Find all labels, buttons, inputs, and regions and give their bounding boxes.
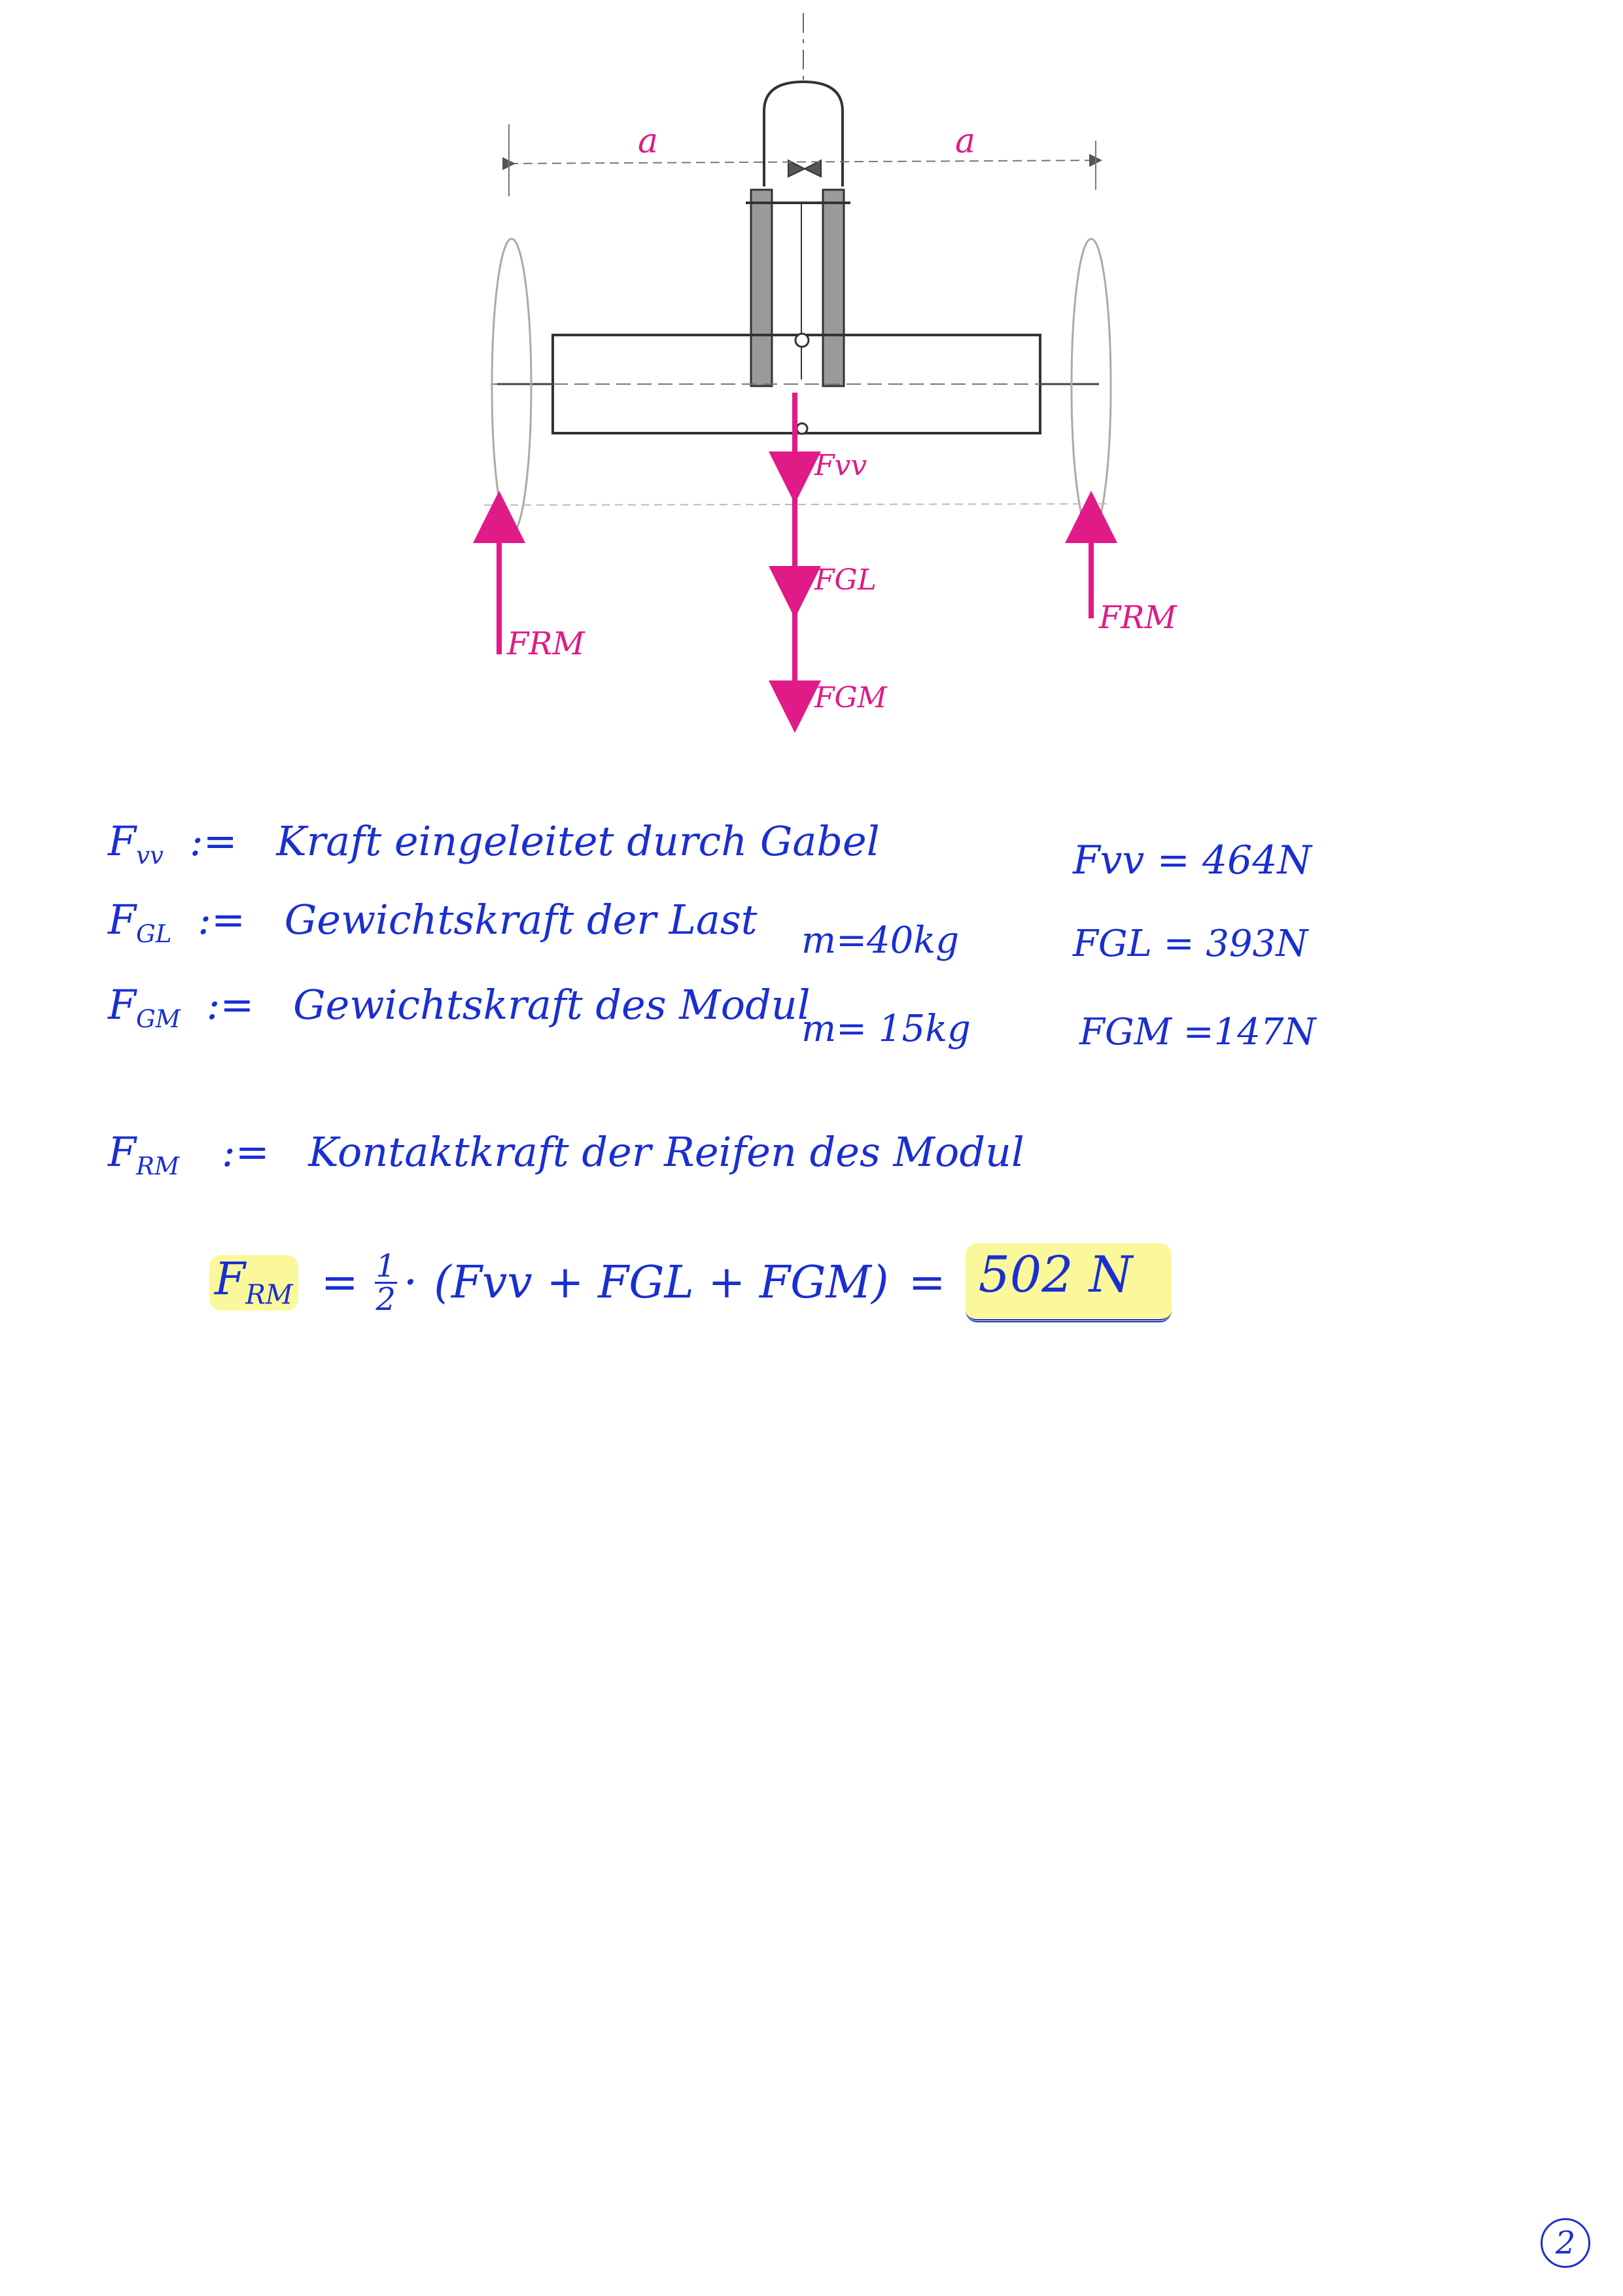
fraction: 1 2 [375, 1248, 396, 1318]
pivot-symbol [788, 160, 821, 177]
fork-left-upright [751, 190, 772, 386]
page-number: 2 [1541, 2218, 1590, 2268]
wheel-right [1072, 239, 1111, 533]
value-fvv: Fvv = 464N [1073, 838, 1312, 883]
force-label-frm-right: FRM [1099, 599, 1177, 636]
handle [764, 82, 843, 186]
value-fgm: FGM =147N [1079, 1011, 1316, 1053]
dimension-line [509, 160, 1096, 164]
definition-fgl: $F_{GL}$ := Gewichtskraft der Last [108, 896, 758, 949]
force-label-fgm: FGM [814, 681, 887, 715]
fork-right-upright [823, 190, 844, 386]
definition-frm: $F_{RM}$ := Kontaktkraft der Reifen des Modul [108, 1128, 1024, 1181]
wheel-left [492, 239, 531, 533]
mass-load: m=40kg [801, 919, 960, 962]
definition-fgm: $F_{GM}$ := Gewichtskraft des Modul [108, 981, 811, 1034]
force-diagram [0, 0, 1623, 752]
force-label-frm-left: FRM [507, 626, 585, 662]
lhs-highlight: $F_{RM}$ [209, 1255, 298, 1311]
result-equation: $F_{RM}$ = 1 2 · (Fvv + FGL + FGM) = 502 N [209, 1243, 1172, 1322]
dimension-label-right: a [955, 122, 976, 161]
dimension-label-left: a [638, 122, 659, 161]
result-highlight: 502 N [966, 1243, 1172, 1322]
mass-module: m= 15kg [801, 1008, 971, 1050]
force-label-fgl: FGL [814, 563, 877, 597]
ground-line [484, 504, 1112, 505]
force-label-fvv: Fvv [814, 449, 867, 482]
definition-fvv: $F_{vv}$ := Kraft eingeleitet durch Gabel [108, 817, 880, 870]
value-fgl: FGL = 393N [1073, 923, 1308, 965]
